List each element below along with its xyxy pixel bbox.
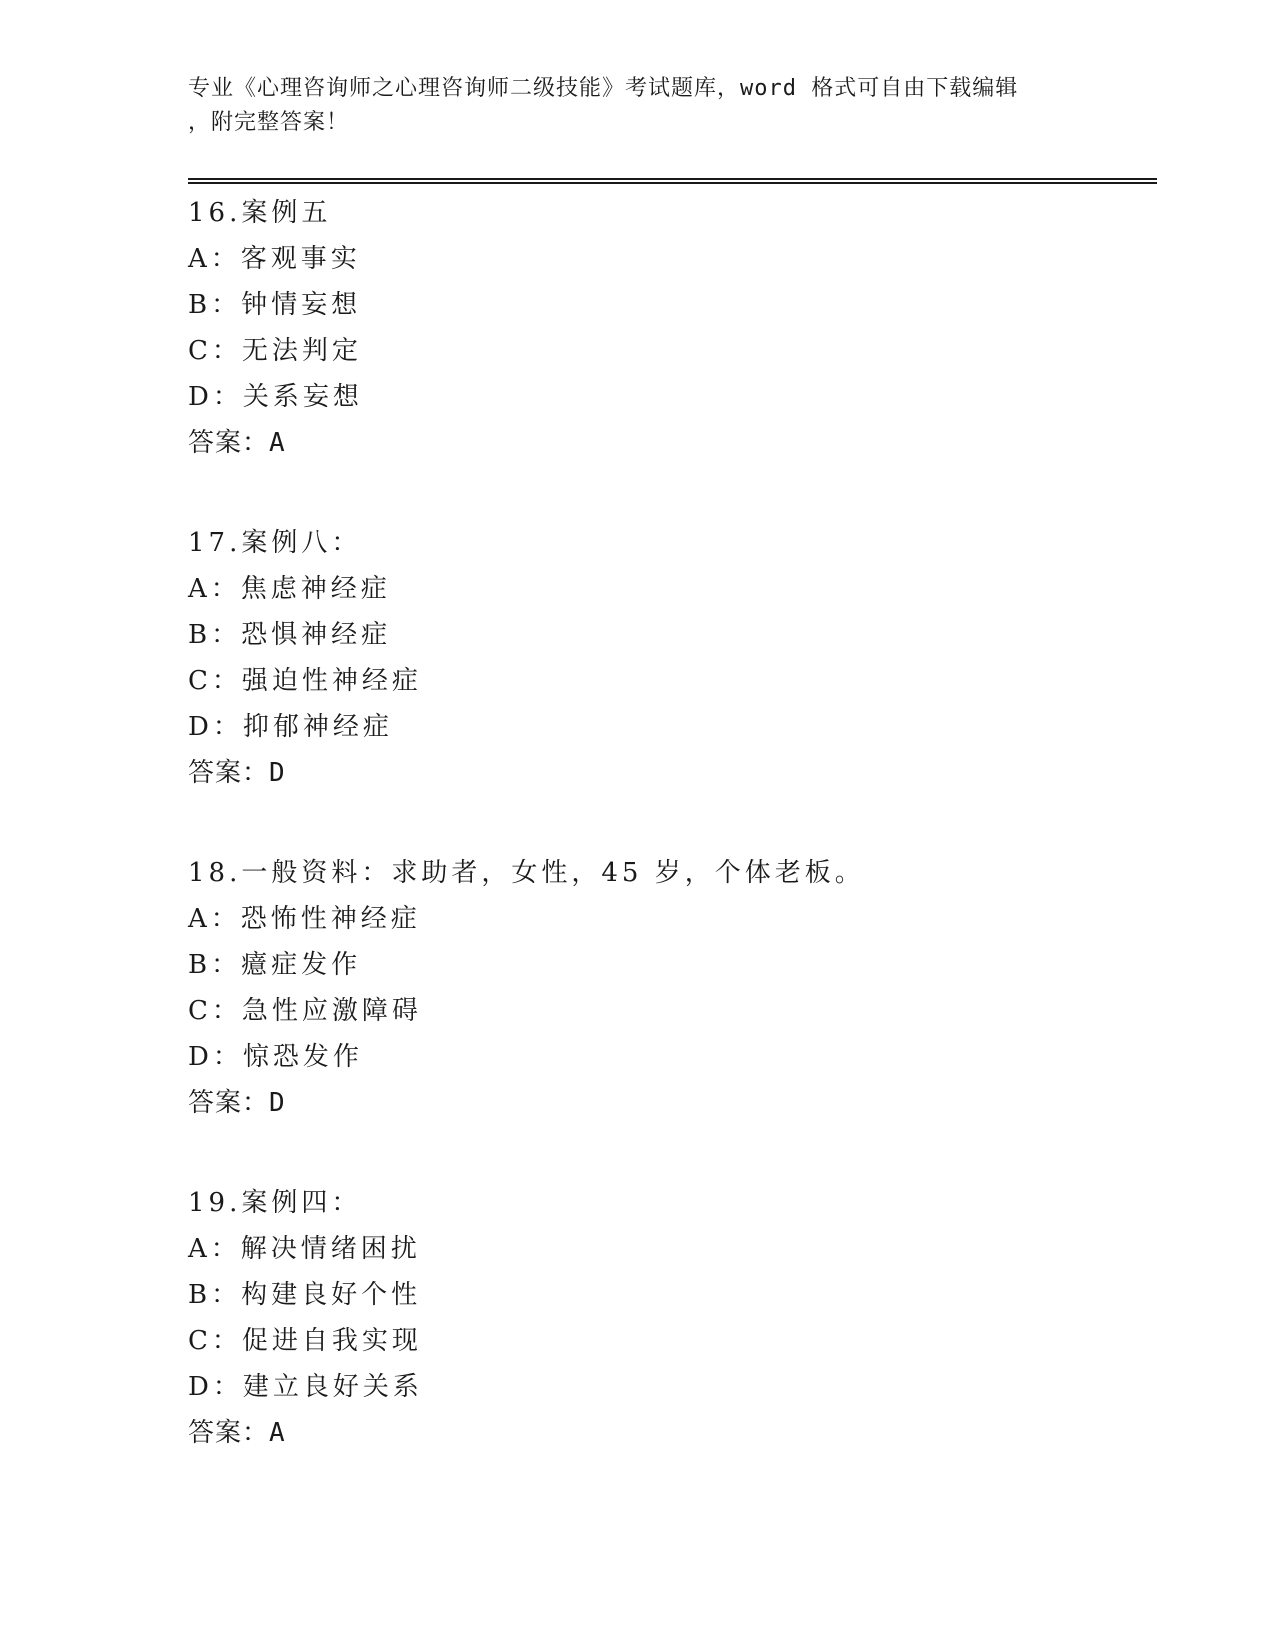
header-divider bbox=[188, 178, 1157, 184]
option-a: A：客观事实 bbox=[188, 244, 361, 274]
question-19 bbox=[188, 1180, 1088, 1456]
option-a: A：焦虑神经症 bbox=[188, 574, 391, 604]
question-list bbox=[188, 190, 1088, 1510]
option-b: B：钟情妄想 bbox=[188, 290, 362, 320]
option-d: D：抑郁神经症 bbox=[188, 712, 393, 742]
question-stem: 19.案例四： bbox=[188, 1188, 362, 1218]
answer-line: 答案：A bbox=[188, 1418, 286, 1448]
option-c: C：强迫性神经症 bbox=[188, 666, 422, 696]
option-d: D：建立良好关系 bbox=[188, 1372, 423, 1402]
document-header bbox=[188, 72, 1088, 140]
option-a: A：恐怖性神经症 bbox=[188, 904, 421, 934]
option-b: B：癔症发作 bbox=[188, 950, 362, 980]
question-stem: 18.一般资料：求助者，女性，45 岁，个体老板。 bbox=[188, 858, 865, 888]
question-18 bbox=[188, 850, 1088, 1126]
option-d: D：关系妄想 bbox=[188, 382, 363, 412]
question-stem: 17.案例八： bbox=[188, 528, 362, 558]
question-stem: 16.案例五 bbox=[188, 198, 332, 228]
header-line-2: ，附完整答案！ bbox=[188, 110, 350, 135]
answer-line: 答案：D bbox=[188, 758, 286, 788]
option-b: B：构建良好个性 bbox=[188, 1280, 422, 1310]
option-b: B：恐惧神经症 bbox=[188, 620, 392, 650]
question-16 bbox=[188, 190, 1088, 466]
option-c: C：无法判定 bbox=[188, 336, 362, 366]
option-c: C：急性应激障碍 bbox=[188, 996, 422, 1026]
answer-line: 答案：D bbox=[188, 1088, 286, 1118]
option-d: D：惊恐发作 bbox=[188, 1042, 363, 1072]
question-17 bbox=[188, 520, 1088, 796]
option-a: A：解决情绪困扰 bbox=[188, 1234, 421, 1264]
option-c: C：促进自我实现 bbox=[188, 1326, 422, 1356]
header-line-1: 专业《心理咨询师之心理咨询师二级技能》考试题库，word 格式可自由下载编辑 bbox=[188, 76, 1019, 101]
answer-line: 答案：A bbox=[188, 428, 286, 458]
